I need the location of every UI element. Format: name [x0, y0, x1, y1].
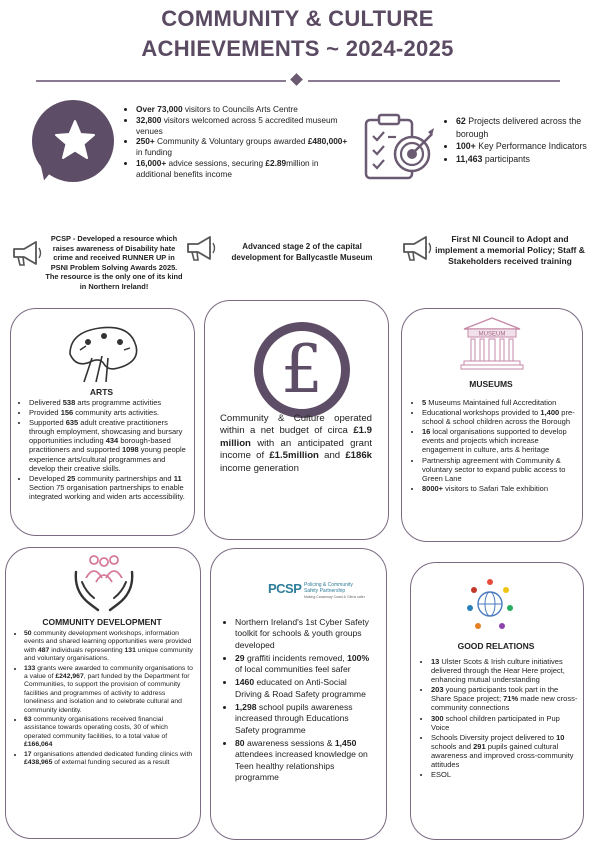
list-item: • 16 local organisations supported to develop events and projects which increase engagement in culture, arts & heritage: [422, 427, 577, 454]
pcsp-list: [222, 617, 372, 785]
list-item: • 133 grants were awarded to community organisations to a value of £242,967, part funded by the Department for Communities, to support the provision of community facilities and programmes of activity to address loneliness and isolation and to celebrate cultural and community identity.: [24, 665, 195, 715]
museum-building-icon: [460, 315, 524, 371]
list-item: • Developed 25 community partnerships and 11 Section 75 organisation partnerships to enable integrated working and widen arts accessibility.: [29, 474, 188, 501]
hands-people-icon: [72, 552, 136, 614]
star-icon: [53, 118, 97, 162]
list-item: • Schools Diversity project delivered to 10 schools and 291 pupils gained cultural awareness and improved cross-community attitudes: [431, 733, 578, 769]
list-item: • Northern Ireland's 1st Cyber Safety toolkit for schools & youth groups developed: [235, 617, 372, 651]
good-relations-title: GOOD RELATIONS: [457, 641, 535, 651]
list-item: • Over 73,000 visitors to Councils Arts Centre: [136, 104, 348, 115]
pcsp-logo-line1: Policing & Community: [304, 582, 353, 588]
community-list: [11, 630, 195, 769]
pcsp-logo: [268, 581, 365, 607]
megaphone-icon: [182, 233, 218, 263]
list-item: • 1,298 school pupils awareness increased through Educations Safety programme: [235, 702, 372, 736]
title-line-2: ACHIEVEMENTS ~ 2024-2025: [141, 36, 454, 61]
title-line-1: COMMUNITY & CULTURE: [161, 6, 434, 31]
list-item: • Provided 156 community arts activities.: [29, 408, 188, 417]
announcement-museum: Advanced stage 2 of the capital development for Ballycastle Museum: [231, 242, 373, 262]
list-item: • ESOL: [431, 770, 578, 779]
good-relations-list: [418, 657, 578, 780]
list-item: • Supported 635 adult creative practitioners through employment, showcasing and bursary opportunities including 434 borough-based practitioners and supported 1098 young people experience arts/cultural programmes and develop their creative skills.: [29, 418, 188, 473]
list-item: • 62 Projects delivered across the borough: [456, 115, 588, 140]
list-item: • Partnership agreement with Community & voluntary sector to expand public access to Green Lane: [422, 456, 577, 483]
museums-title: MUSEUMS: [469, 379, 513, 389]
list-item: • 32,800 visitors welcomed across 5 accredited museum venues: [136, 115, 348, 137]
title-divider-left: [36, 80, 286, 82]
list-item: • 13 Ulster Scots & Irish culture initiatives delivered through the Hear Here project, enhancing mutual understanding: [431, 657, 578, 684]
clipboard-target-icon: [362, 112, 438, 184]
list-item: • 5 Museums Maintained full Accreditation: [422, 398, 577, 407]
list-item: • Delivered 538 arts programme activities: [29, 398, 188, 407]
museum-sign-text: MUSEUM: [478, 331, 506, 338]
list-item: • 80 awareness sessions & 1,450 attendees increased knowledge on Teen healthy relationships programme: [235, 738, 372, 783]
globe-people-icon: [466, 576, 514, 632]
megaphone-icon: [398, 233, 434, 263]
arts-list: [16, 398, 188, 502]
announcement-memorial: First NI Council to Adopt and implement a memorial Policy; Staff & Stakeholders received training: [435, 234, 585, 266]
announcement-pcsp: PCSP - Developed a resource which raises awareness of Disability hate crime and received RUNNER UP in PSNI Problem Solving Awards 2025. The resource is the only one of its kind in Northern Ireland!: [45, 234, 183, 291]
community-title: COMMUNITY DEVELOPMENT: [42, 617, 162, 627]
list-item: • 203 young participants took part in the Share Space project; 71% made new cross-community connections: [431, 685, 578, 712]
list-item: • 100+ Key Performance Indicators: [456, 140, 588, 153]
pcsp-logo-tagline: Making Causeway Coast & Glens safer: [304, 595, 365, 599]
list-item: • 11,463 participants: [456, 153, 588, 166]
list-item: • 250+ Community & Voluntary groups awarded £480,000+ in funding: [136, 136, 348, 158]
arts-title: ARTS: [89, 387, 114, 397]
budget-text: Community & Culture operated within a net budget of circa £1.9 million with an anticipated grant income of £1.5million and £186k income generation: [220, 413, 373, 474]
title-divider-right: [308, 80, 560, 82]
list-item: • 63 community organisations received financial assistance towards operating costs, 30 of which operated community facilities, to a total value of £166,064: [24, 716, 195, 750]
list-item: • 300 school children participated in Pup Voice: [431, 714, 578, 732]
pound-sign-icon: £: [281, 331, 323, 408]
megaphone-icon: [8, 238, 44, 268]
list-item: • 16,000+ advice sessions, securing £2.89million in additional benefits income: [136, 158, 348, 180]
museums-list: [409, 398, 577, 494]
page-title: [0, 4, 595, 64]
title-diamond: [290, 73, 303, 86]
list-item: • 8000+ visitors to Safari Tale exhibition: [422, 484, 577, 493]
list-item: • 29 graffiti incidents removed, 100% of local communities feel safer: [235, 653, 372, 676]
pcsp-logo-letters: PCSP: [268, 581, 302, 596]
list-item: • Educational workshops provided to 1,400 pre-school & school children across the Borough: [422, 408, 577, 426]
list-item: • 50 community development workshops, information events and shared learning opportunities were provided with 487 individuals representing 131 unique community and voluntary organisations.: [24, 630, 195, 664]
highlights-left: [123, 104, 348, 180]
arts-hands-icon: [62, 316, 142, 384]
list-item: • 17 organisations attended dedicated funding clinics with £438,965 of external funding secured as a result: [24, 751, 195, 768]
pcsp-logo-line2: Safety Partnership: [304, 588, 346, 594]
highlights-right: [443, 115, 588, 165]
list-item: • 1460 educated on Anti-Social Driving & Road Safety programme: [235, 677, 372, 700]
